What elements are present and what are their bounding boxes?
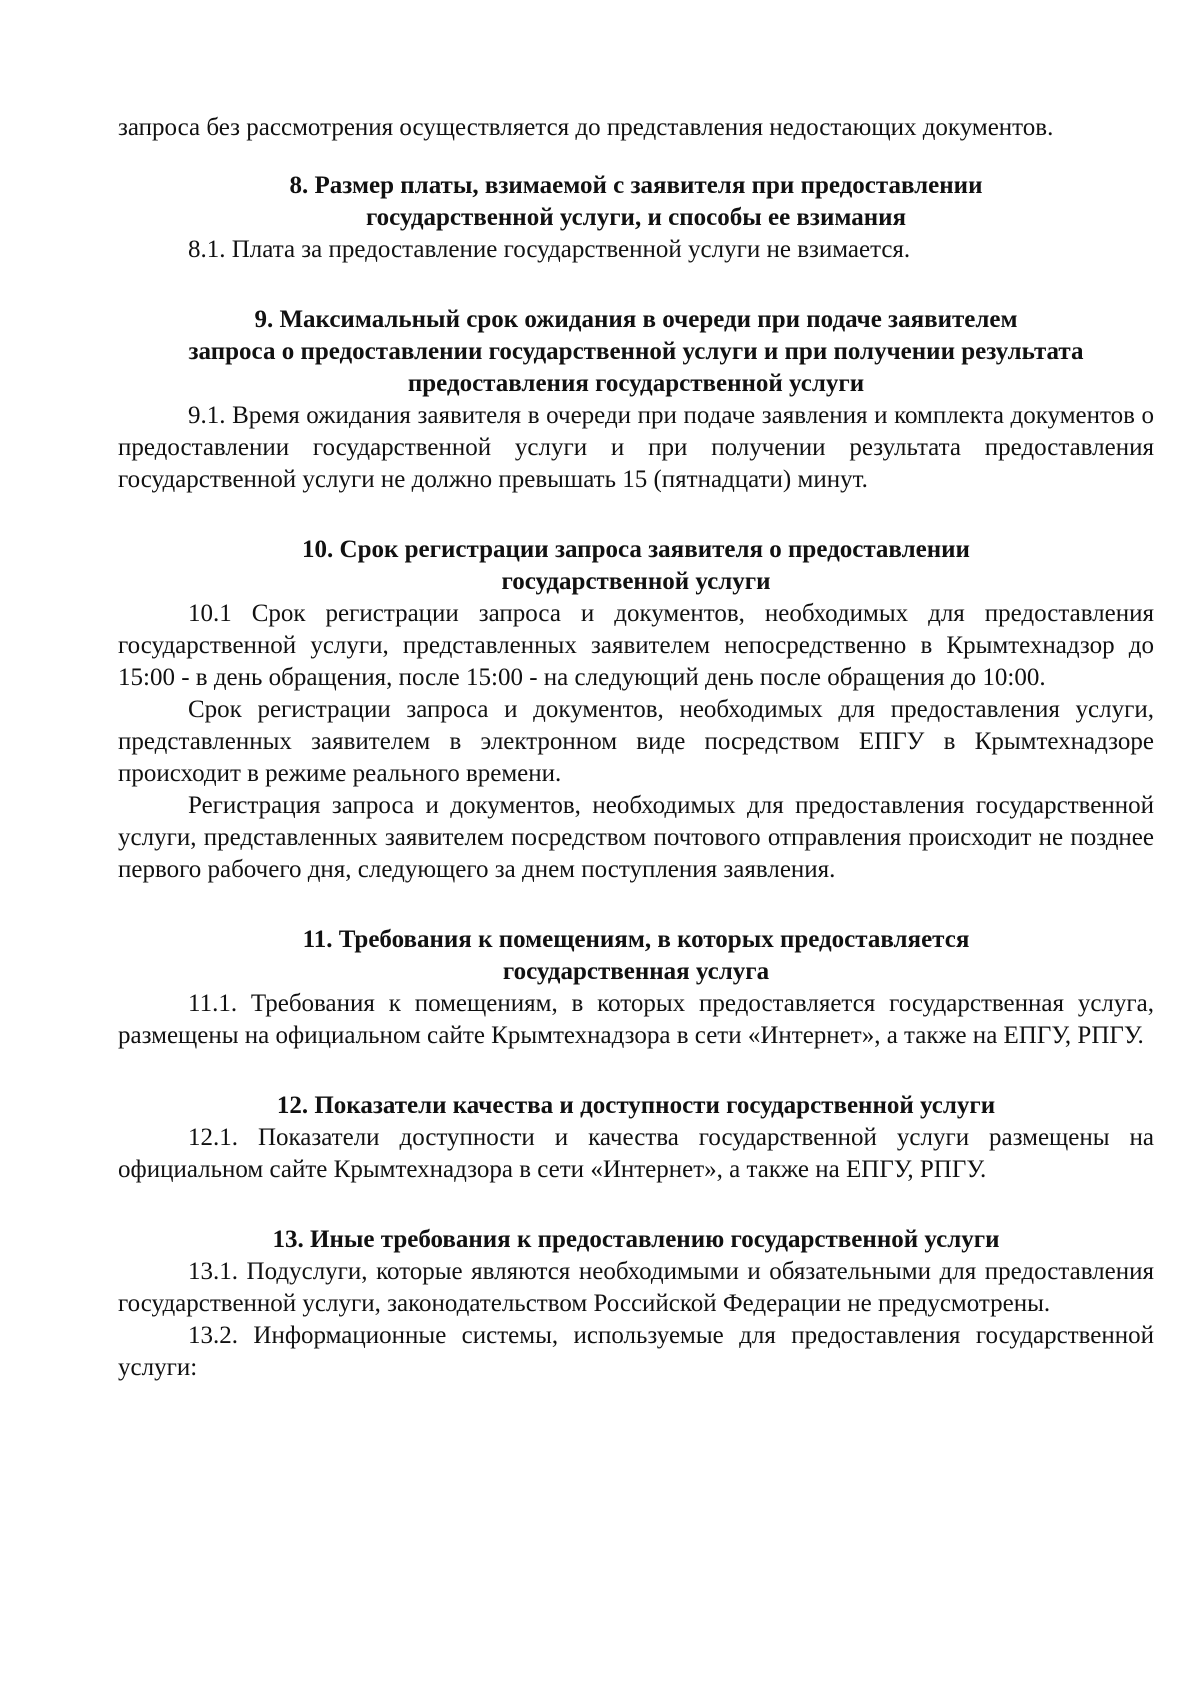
document-body <box>118 112 1154 1384</box>
heading-line: предоставления государственной услуги <box>407 370 865 397</box>
paragraph-12-1: 12.1. Показатели доступности и качества государственной услуги размещены на официальном сайте Крымтехнадзора в сети «Интернет», а также на ЕПГУ, РПГУ. <box>118 1124 1154 1183</box>
heading-line: 13. Иные требования к предоставлению государственной услуги <box>272 1226 1000 1253</box>
heading-line: государственной услуги, и способы ее взимания <box>365 204 907 231</box>
section-13-heading <box>118 1224 1154 1256</box>
paragraph-9-1: 9.1. Время ожидания заявителя в очереди при подаче заявления и комплекта документов о предоставлении государственной услуги и при получении результата предоставления государственной услуги не должно превышать 15 (пятнадцати) минут. <box>118 402 1154 493</box>
section-10-heading <box>118 534 1154 598</box>
paragraph-10-2: Срок регистрации запроса и документов, необходимых для предоставления услуги, представленных заявителем в электронном виде посредством ЕПГУ в Крымтехнадзоре происходит в режиме реального времени. <box>118 696 1154 787</box>
paragraph-8-1: 8.1. Плата за предоставление государственной услуги не взимается. <box>188 236 911 263</box>
paragraph-10-3: Регистрация запроса и документов, необходимых для предоставления государственной услуги, представленных заявителем посредством почтового отправления происходит не позднее первого рабочего дня, следующего за днем поступления заявления. <box>118 792 1154 883</box>
heading-line: государственной услуги <box>501 568 771 595</box>
paragraph-13-1: 13.1. Подуслуги, которые являются необходимыми и обязательными для предоставления государственной услуги, законодательством Российской Федерации не предусмотрены. <box>118 1258 1154 1317</box>
heading-line: 10. Срок регистрации запроса заявителя о предоставлении <box>302 536 970 563</box>
paragraph-13-2: 13.2. Информационные системы, используемые для предоставления государственной услуги: <box>118 1322 1154 1381</box>
section-8-heading <box>118 170 1154 234</box>
paragraph-10-1: 10.1 Срок регистрации запроса и документов, необходимых для предоставления государственной услуги, представленных заявителем непосредственно в Крымтехнадзор до 15:00 - в день обращения, после 15:00 - на следующий день после обращения до 10:00. <box>118 600 1154 691</box>
heading-line: 8. Размер платы, взимаемой с заявителя при предоставлении <box>289 172 983 199</box>
heading-line: 9. Максимальный срок ожидания в очереди при подаче заявителем <box>254 306 1018 333</box>
paragraph-11-1: 11.1. Требования к помещениям, в которых предоставляется государственная услуга, размещены на официальном сайте Крымтехнадзора в сети «Интернет», а также на ЕПГУ, РПГУ. <box>118 990 1154 1049</box>
intro-paragraph: запроса без рассмотрения осуществляется до представления недостающих документов. <box>118 114 1054 141</box>
heading-line: 12. Показатели качества и доступности государственной услуги <box>276 1092 996 1119</box>
section-11-heading <box>118 924 1154 988</box>
section-9-heading <box>118 304 1154 400</box>
heading-line: 11. Требования к помещениям, в которых предоставляется <box>302 926 970 953</box>
heading-line: государственная услуга <box>502 958 770 985</box>
heading-line: запроса о предоставлении государственной услуги и при получении результата <box>188 338 1084 365</box>
section-12-heading <box>118 1090 1154 1122</box>
